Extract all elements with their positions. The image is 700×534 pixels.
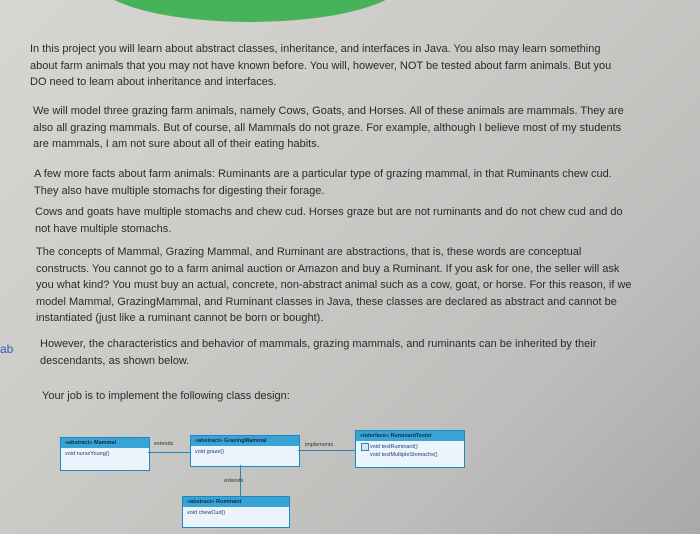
paragraph-intro: In this project you will learn about abstract classes, inheritance, and interfaces in Java. You also may learn something about farm animals that you may not have known before. You will, however, NOT be tested about farm animals. But you DO need to learn about inheritance and interfaces.	[30, 43, 612, 88]
connector-line	[148, 452, 190, 453]
class-ruminant-header: «abstract» Ruminant	[183, 497, 289, 507]
interface-tester-methods	[356, 441, 464, 461]
paragraph-abstractions: The concepts of Mammal, Grazing Mammal, and Ruminant are abstractions, that is, these words are conceptual constructs. You cannot go to a farm animal auction or Amazon and buy a Ruminant. If you ask for one, the seller will ask you what kind? You must buy an actual, concrete, non-abstract animal such as a cow, goat, or horse. For this reason, if we model Mammal, GrazingMammal, and Ruminant classes in Java, these classes are declared as abstract and cannot be instantiated (just like a ruminant cannot be born or bought).	[36, 246, 632, 324]
interface-icon	[361, 443, 369, 451]
class-grazing-header: «abstract» GrazingMammal	[191, 436, 299, 446]
side-label: ab	[0, 342, 14, 356]
interface-ruminant-tester	[355, 430, 465, 468]
connector-line	[298, 450, 355, 451]
class-mammal	[60, 437, 150, 471]
class-ruminant	[182, 496, 290, 528]
class-grazing-mammal	[190, 435, 300, 467]
paragraph-inheritance: However, the characteristics and behavior of mammals, grazing mammals, and ruminants can be inherited by their descendants, as shown below.	[40, 338, 597, 367]
extends-label-2: extends	[224, 478, 244, 484]
interface-tester-header: «interface» RuminantTester	[356, 431, 464, 441]
implements-label: implements	[305, 442, 334, 448]
paragraph-task: Your job is to implement the following class design:	[42, 390, 290, 402]
class-grazing-method: void graze()	[195, 449, 225, 455]
paragraph-cows-goats: Cows and goats have multiple stomachs and chew cud. Horses graze but are not ruminants and do not chew cud and do not have multiple stomachs.	[35, 206, 623, 235]
paragraph-grazing-animals: We will model three grazing farm animals, namely Cows, Goats, and Horses. All of these animals are mammals. They are also all grazing mammals. But of course, all Mammals do not graze. For example, although I believe most of my students are mammals, I am not sure about all of their eating habits.	[33, 105, 624, 150]
class-ruminant-method: void chewCud()	[187, 510, 226, 516]
tester-method-2: void testMultipleStomachs()	[370, 452, 438, 458]
tester-method-1: void testRuminant()	[370, 444, 418, 450]
class-mammal-header: «abstract» Mammal	[61, 438, 149, 448]
class-mammal-method: void nurseYoung()	[65, 451, 110, 457]
extends-label: extends	[154, 441, 174, 447]
green-banner	[95, 0, 405, 22]
paragraph-ruminant-facts: A few more facts about farm animals: Ruminants are a particular type of grazing mammal, in that Ruminants chew cud. They also have multiple stomachs for digesting their forage.	[34, 168, 612, 197]
